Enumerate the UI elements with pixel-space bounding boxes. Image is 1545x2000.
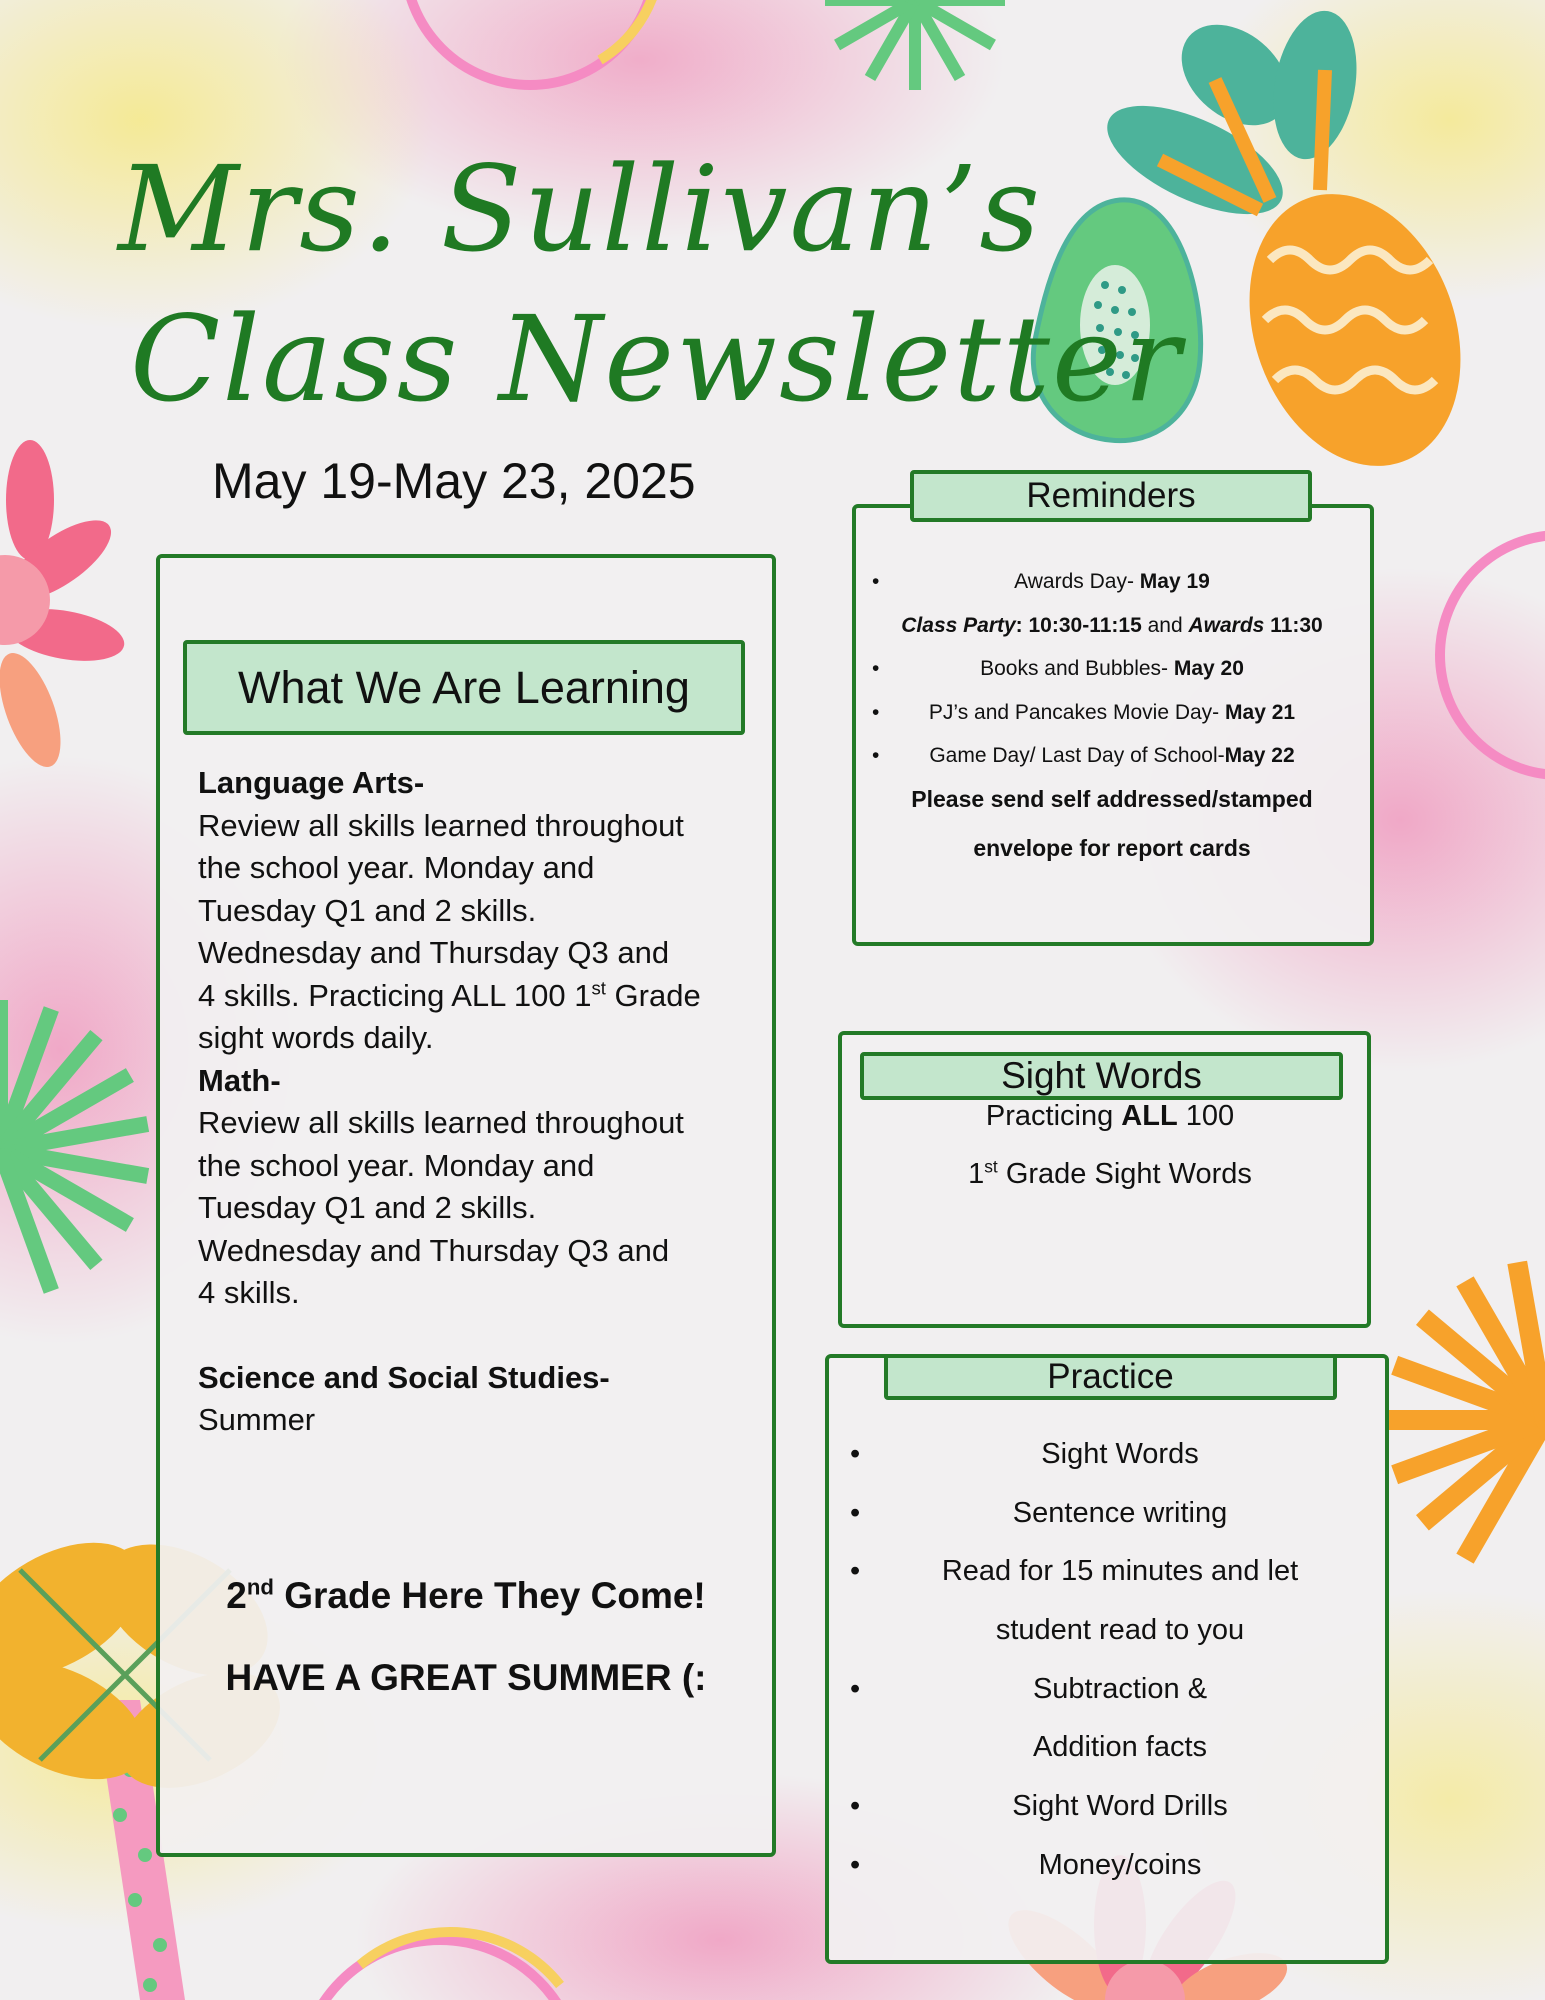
sight-words-text: Grade Sight Words [997, 1158, 1252, 1190]
summer-closing: HAVE A GREAT SUMMER (: [225, 1657, 707, 1698]
practice-item: Money/coins [1038, 1848, 1202, 1881]
sight-words-post: 100 [1177, 1100, 1235, 1132]
starburst-top-decoration [825, 0, 1005, 90]
reminders-list [862, 560, 1362, 778]
ring-bottom-decoration [300, 1932, 580, 2000]
date-range: May 19-May 23, 2025 [212, 453, 696, 509]
title-line-1: Mrs. Sullivan’s [118, 140, 1042, 278]
science-text: Summer [198, 1402, 316, 1437]
language-arts-heading: Language Arts- [198, 765, 425, 800]
practice-item: Sight Word Drills [1012, 1790, 1228, 1823]
reminder-date: May 21 [1225, 700, 1296, 724]
list-item [840, 1425, 1400, 1484]
language-arts-line: the school year. Monday and [198, 850, 595, 885]
language-arts-line: Tuesday Q1 and 2 skills. [198, 892, 537, 928]
ordinal-suffix: st [591, 977, 606, 999]
list-item [840, 1718, 1400, 1777]
list-item [840, 1777, 1400, 1836]
practice-item: Subtraction & [1032, 1672, 1208, 1705]
bullet: • [850, 1438, 861, 1470]
party-colon: : [1015, 613, 1029, 637]
language-arts-line-tail: Grade [605, 977, 701, 1013]
ring-top-decoration [405, 0, 655, 85]
learning-tab: What We Are Learning [183, 640, 745, 735]
party-label: Class Party [901, 613, 1016, 637]
starburst-left-decoration [0, 1000, 149, 1294]
math-line: Review all skills learned throughout [198, 1105, 684, 1140]
party-time: 10:30-11:15 [1028, 613, 1142, 637]
list-item [862, 604, 1362, 648]
ordinal-suffix: st [984, 1156, 998, 1177]
reminder-text: Awards Day- [1014, 570, 1140, 593]
starburst-right-decoration [1385, 1261, 1545, 1564]
party-and: and [1141, 613, 1189, 637]
math-heading: Math- [198, 1062, 281, 1098]
list-item [840, 1601, 1400, 1660]
science-heading: Science and Social Studies- [198, 1359, 610, 1395]
reminder-note-line-1: Please send self addressed/stamped [911, 786, 1313, 812]
sight-words-line-1 [840, 1100, 1380, 1133]
language-arts-line: Wednesday and Thursday Q3 and [198, 935, 670, 970]
practice-item: student read to you [995, 1614, 1245, 1647]
bullet: • [872, 570, 880, 593]
bullet: • [850, 1496, 861, 1529]
practice-item: Sight Words [1041, 1438, 1199, 1470]
practice-item: Addition facts [1032, 1731, 1208, 1764]
reminder-text: Game Day/ Last Day of School- [929, 744, 1225, 767]
reminder-text: Books and Bubbles- [980, 657, 1174, 680]
practice-tab: Practice [884, 1354, 1337, 1400]
math-line: the school year. Monday and [198, 1147, 595, 1183]
bullet: • [850, 1790, 861, 1823]
grade-number: 2 [226, 1575, 247, 1616]
reminder-date: May 20 [1173, 657, 1244, 680]
sight-words-bold: ALL [1121, 1100, 1178, 1132]
title-line-2: Class Newsletter [130, 290, 1183, 428]
sight-words-num: 1 [968, 1158, 985, 1190]
reminder-text: PJ’s and Pancakes Movie Day- [928, 700, 1226, 724]
flower-left-decoration [0, 440, 128, 775]
reminders-tab: Reminders [910, 470, 1312, 522]
grade-text: Grade Here They Come! [273, 1575, 706, 1616]
practice-item: Sentence writing [1012, 1496, 1228, 1529]
sight-words-tab: Sight Words [860, 1052, 1343, 1100]
language-arts-line: Review all skills learned throughout [198, 807, 684, 843]
sight-words-line-2 [840, 1158, 1380, 1191]
list-item [840, 1542, 1400, 1601]
sight-words-pre: Practicing [985, 1100, 1122, 1132]
math-line: 4 skills. [198, 1275, 300, 1310]
language-arts-line [198, 975, 758, 1018]
bullet: • [872, 744, 880, 767]
list-item [862, 734, 1362, 778]
bullet: • [872, 700, 880, 724]
list-item [862, 647, 1362, 691]
list-item [862, 560, 1362, 604]
practice-list [840, 1425, 1400, 1895]
language-arts-line: sight words daily. [198, 1020, 434, 1055]
ring-right-decoration [1440, 535, 1545, 775]
reminder-date: May 19 [1139, 570, 1210, 593]
party-awards: Awards [1188, 613, 1265, 637]
list-item [840, 1484, 1400, 1543]
list-item [840, 1836, 1400, 1895]
bullet: • [850, 1672, 861, 1705]
list-item [840, 1660, 1400, 1719]
party-awards-time: 11:30 [1264, 613, 1323, 637]
list-item [862, 691, 1362, 735]
math-line: Wednesday and Thursday Q3 and [198, 1232, 670, 1268]
math-line: Tuesday Q1 and 2 skills. [198, 1190, 537, 1225]
grade-suffix: nd [246, 1574, 274, 1600]
language-arts-line-text: 4 skills. Practicing ALL 100 1 [198, 977, 592, 1013]
bullet: • [872, 657, 880, 680]
learning-body [198, 762, 758, 1442]
reminder-note-line-2: envelope for report cards [973, 835, 1251, 861]
spacer [198, 1315, 758, 1357]
grade-closing [158, 1575, 774, 1617]
reminder-date: May 22 [1224, 744, 1295, 767]
bullet: • [850, 1555, 861, 1588]
bullet: • [850, 1848, 861, 1881]
practice-item: Read for 15 minutes and let [941, 1555, 1299, 1588]
